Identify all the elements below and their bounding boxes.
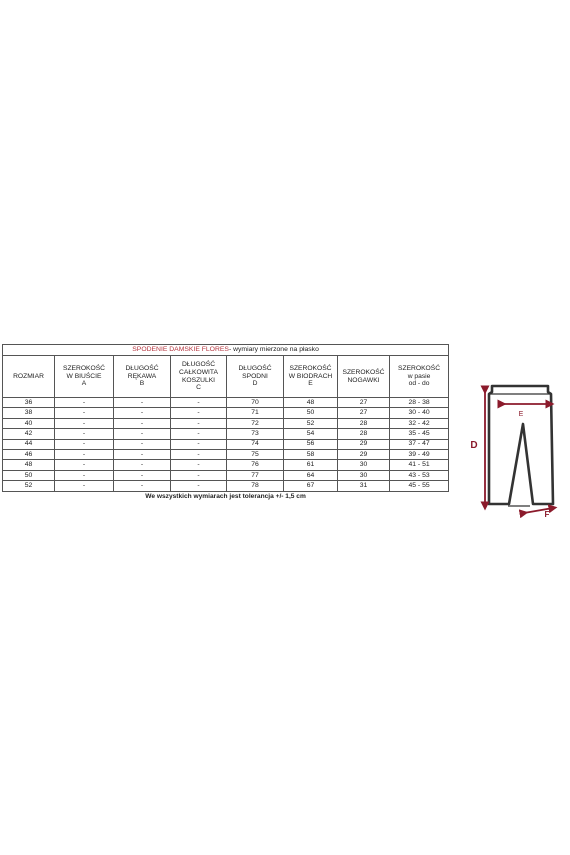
cell-sleeve: -	[114, 429, 171, 439]
cell-bust: -	[55, 460, 114, 470]
table-row	[3, 439, 449, 449]
cell-leg: 29	[338, 439, 390, 449]
cell-waist: 41 - 51	[390, 460, 449, 470]
cell-pants: 77	[227, 470, 284, 480]
cell-shirt: -	[171, 460, 227, 470]
header-waist-width: SZEROKOŚĆ w pasie od - do	[390, 356, 449, 398]
label-e: E	[518, 411, 524, 418]
cell-size: 38	[3, 408, 55, 418]
cell-hip: 64	[284, 470, 338, 480]
table-row	[3, 398, 449, 408]
cell-sleeve: -	[114, 481, 171, 491]
cell-size: 46	[3, 449, 55, 459]
cell-leg: 31	[338, 481, 390, 491]
table-row	[3, 460, 449, 470]
cell-shirt: -	[171, 429, 227, 439]
table-row	[3, 481, 449, 491]
cell-hip: 67	[284, 481, 338, 491]
cell-waist: 39 - 49	[390, 449, 449, 459]
cell-waist: 35 - 45	[390, 429, 449, 439]
cell-size: 52	[3, 481, 55, 491]
cell-size: 50	[3, 470, 55, 480]
cell-shirt: -	[171, 470, 227, 480]
cell-size: 48	[3, 460, 55, 470]
table-body	[3, 398, 449, 502]
cell-size: 42	[3, 429, 55, 439]
table-row	[3, 470, 449, 480]
cell-leg: 27	[338, 398, 390, 408]
table-title-product: SPODENIE DAMSKIE FLORES	[132, 346, 229, 354]
table-title	[3, 345, 449, 356]
cell-waist: 37 - 47	[390, 439, 449, 449]
header-sleeve-length: DŁUGOŚĆ RĘKAWA B	[114, 356, 171, 398]
table-row	[3, 408, 449, 418]
cell-sleeve: -	[114, 439, 171, 449]
label-d: D	[470, 440, 478, 451]
cell-shirt: -	[171, 449, 227, 459]
cell-pants: 74	[227, 439, 284, 449]
cell-waist: 45 - 55	[390, 481, 449, 491]
cell-bust: -	[55, 408, 114, 418]
size-chart-table	[2, 344, 449, 502]
header-leg-width: SZEROKOŚĆ NOGAWKI	[338, 356, 390, 398]
cell-shirt: -	[171, 418, 227, 428]
cell-sleeve: -	[114, 449, 171, 459]
cell-pants: 78	[227, 481, 284, 491]
cell-waist: 28 - 38	[390, 398, 449, 408]
cell-bust: -	[55, 429, 114, 439]
cell-sleeve: -	[114, 418, 171, 428]
cell-bust: -	[55, 418, 114, 428]
cell-pants: 71	[227, 408, 284, 418]
cell-size: 44	[3, 439, 55, 449]
header-row	[3, 356, 449, 398]
pants-measurement-diagram	[468, 382, 568, 518]
cell-bust: -	[55, 481, 114, 491]
cell-pants: 72	[227, 418, 284, 428]
cell-bust: -	[55, 449, 114, 459]
cell-hip: 56	[284, 439, 338, 449]
cell-sleeve: -	[114, 408, 171, 418]
cell-pants: 76	[227, 460, 284, 470]
cell-leg: 28	[338, 418, 390, 428]
cell-sleeve: -	[114, 398, 171, 408]
cell-size: 40	[3, 418, 55, 428]
cell-leg: 30	[338, 460, 390, 470]
table-row	[3, 418, 449, 428]
header-hip-width: SZEROKOŚĆ W BIODRACH E	[284, 356, 338, 398]
cell-waist: 32 - 42	[390, 418, 449, 428]
label-f: F	[544, 510, 550, 518]
cell-size: 36	[3, 398, 55, 408]
cell-sleeve: -	[114, 470, 171, 480]
cell-pants: 73	[227, 429, 284, 439]
cell-hip: 61	[284, 460, 338, 470]
cell-bust: -	[55, 398, 114, 408]
table-row	[3, 449, 449, 459]
cell-hip: 52	[284, 418, 338, 428]
cell-shirt: -	[171, 408, 227, 418]
header-shirt-length: DŁUGOŚĆ CAŁKOWITA KOSZULKI C	[171, 356, 227, 398]
cell-shirt: -	[171, 439, 227, 449]
tolerance-note: We wszystkich wymiarach jest tolerancja +/- 1,5 cm	[3, 491, 449, 502]
header-size: ROZMIAR	[3, 356, 55, 398]
cell-hip: 58	[284, 449, 338, 459]
cell-leg: 29	[338, 449, 390, 459]
cell-pants: 75	[227, 449, 284, 459]
cell-leg: 30	[338, 470, 390, 480]
cell-hip: 48	[284, 398, 338, 408]
cell-waist: 30 - 40	[390, 408, 449, 418]
cell-bust: -	[55, 470, 114, 480]
header-pants-length: DŁUGOŚĆ SPODNI D	[227, 356, 284, 398]
cell-leg: 27	[338, 408, 390, 418]
cell-hip: 50	[284, 408, 338, 418]
cell-shirt: -	[171, 398, 227, 408]
table-title-subtitle: - wymiary mierzone na płasko	[228, 346, 319, 354]
cell-sleeve: -	[114, 460, 171, 470]
cell-shirt: -	[171, 481, 227, 491]
cell-hip: 54	[284, 429, 338, 439]
header-bust-width: SZEROKOŚĆ W BIUŚCIE A	[55, 356, 114, 398]
cell-bust: -	[55, 439, 114, 449]
cell-leg: 28	[338, 429, 390, 439]
cell-waist: 43 - 53	[390, 470, 449, 480]
table-row	[3, 429, 449, 439]
cell-pants: 70	[227, 398, 284, 408]
